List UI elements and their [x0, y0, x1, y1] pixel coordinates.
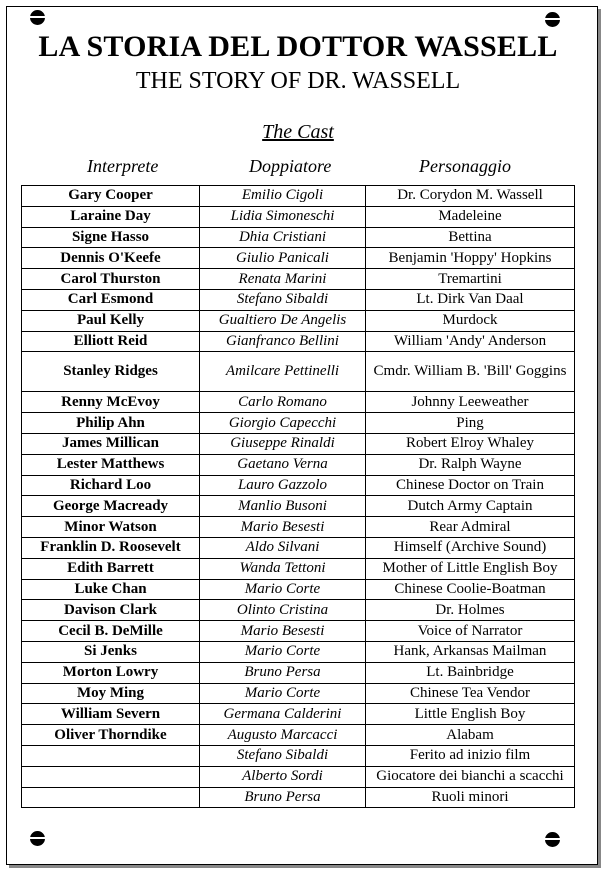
character-cell: Ping [366, 413, 575, 434]
punch-hole-icon [30, 831, 45, 846]
column-header-actor: Interprete [87, 156, 159, 176]
table-row [22, 269, 575, 290]
table-row [22, 454, 575, 475]
character-cell: Bettina [366, 227, 575, 248]
character-cell: Voice of Narrator [366, 621, 575, 642]
page-subtitle: THE STORY OF DR. WASSELL [135, 68, 461, 94]
table-row [22, 392, 575, 413]
character-cell: Dutch Army Captain [366, 496, 575, 517]
actor-cell: Philip Ahn [22, 413, 200, 434]
dubber-cell: Renata Marini [200, 269, 366, 290]
dubber-cell: Amilcare Pettinelli [200, 352, 366, 392]
actor-cell: Cecil B. DeMille [22, 621, 200, 642]
character-cell: Lt. Dirk Van Daal [366, 289, 575, 310]
character-cell: Madeleine [366, 206, 575, 227]
character-cell: Little English Boy [366, 704, 575, 725]
dubber-cell: Giulio Panicali [200, 248, 366, 269]
character-cell: Hank, Arkansas Mailman [366, 641, 575, 662]
cast-heading: The Cast [262, 121, 334, 143]
character-cell: Murdock [366, 310, 575, 331]
table-row [22, 766, 575, 787]
actor-cell: Franklin D. Roosevelt [22, 537, 200, 558]
actor-cell: Minor Watson [22, 517, 200, 538]
table-row [22, 745, 575, 766]
actor-cell: Edith Barrett [22, 558, 200, 579]
cast-table [21, 185, 575, 808]
table-row [22, 310, 575, 331]
dubber-cell: Wanda Tettoni [200, 558, 366, 579]
punch-hole-icon [545, 832, 560, 847]
actor-cell: Gary Cooper [22, 186, 200, 207]
character-cell: Johnny Leeweather [366, 392, 575, 413]
actor-cell: Davison Clark [22, 600, 200, 621]
table-row [22, 352, 575, 392]
dubber-cell: Bruno Persa [200, 662, 366, 683]
actor-cell [22, 766, 200, 787]
table-row [22, 227, 575, 248]
dubber-cell: Mario Corte [200, 641, 366, 662]
character-cell: Chinese Coolie-Boatman [366, 579, 575, 600]
table-row [22, 517, 575, 538]
dubber-cell: Gualtiero De Angelis [200, 310, 366, 331]
table-row [22, 289, 575, 310]
actor-cell: Elliott Reid [22, 331, 200, 352]
dubber-cell: Bruno Persa [200, 787, 366, 808]
cast-table-body [22, 186, 575, 808]
page-title: LA STORIA DEL DOTTOR WASSELL [38, 30, 558, 63]
table-row [22, 433, 575, 454]
actor-cell: Laraine Day [22, 206, 200, 227]
dubber-cell: Gianfranco Bellini [200, 331, 366, 352]
table-row [22, 248, 575, 269]
actor-cell: George Macready [22, 496, 200, 517]
character-cell: Dr. Ralph Wayne [366, 454, 575, 475]
character-cell: Ruoli minori [366, 787, 575, 808]
dubber-cell: Dhia Cristiani [200, 227, 366, 248]
column-header-dubber: Doppiatore [249, 156, 332, 176]
character-cell: William 'Andy' Anderson [366, 331, 575, 352]
actor-cell: Signe Hasso [22, 227, 200, 248]
table-row [22, 186, 575, 207]
table-row [22, 683, 575, 704]
table-row [22, 725, 575, 746]
character-cell: Mother of Little English Boy [366, 558, 575, 579]
dubber-cell: Mario Besesti [200, 621, 366, 642]
dubber-cell: Carlo Romano [200, 392, 366, 413]
dubber-cell: Germana Calderini [200, 704, 366, 725]
actor-cell: James Millican [22, 433, 200, 454]
character-cell: Dr. Holmes [366, 600, 575, 621]
column-header-character: Personaggio [419, 156, 511, 176]
dubber-cell: Lauro Gazzolo [200, 475, 366, 496]
character-cell: Tremartini [366, 269, 575, 290]
character-cell: Giocatore dei bianchi a scacchi [366, 766, 575, 787]
actor-cell: Carl Esmond [22, 289, 200, 310]
actor-cell: Oliver Thorndike [22, 725, 200, 746]
character-cell: Cmdr. William B. 'Bill' Goggins [366, 352, 575, 392]
dubber-cell: Giorgio Capecchi [200, 413, 366, 434]
table-row [22, 621, 575, 642]
character-cell: Himself (Archive Sound) [366, 537, 575, 558]
character-cell: Chinese Tea Vendor [366, 683, 575, 704]
dubber-cell: Alberto Sordi [200, 766, 366, 787]
character-cell: Robert Elroy Whaley [366, 433, 575, 454]
actor-cell: Richard Loo [22, 475, 200, 496]
table-row [22, 641, 575, 662]
actor-cell: Si Jenks [22, 641, 200, 662]
dubber-cell: Manlio Busoni [200, 496, 366, 517]
table-row [22, 475, 575, 496]
actor-cell: William Severn [22, 704, 200, 725]
dubber-cell: Augusto Marcacci [200, 725, 366, 746]
actor-cell: Stanley Ridges [22, 352, 200, 392]
dubber-cell: Lidia Simoneschi [200, 206, 366, 227]
dubber-cell: Mario Corte [200, 683, 366, 704]
actor-cell: Renny McEvoy [22, 392, 200, 413]
actor-cell [22, 787, 200, 808]
table-row [22, 331, 575, 352]
dubber-cell: Stefano Sibaldi [200, 289, 366, 310]
table-row [22, 206, 575, 227]
table-row [22, 413, 575, 434]
character-cell: Alabam [366, 725, 575, 746]
actor-cell: Moy Ming [22, 683, 200, 704]
dubber-cell: Emilio Cigoli [200, 186, 366, 207]
punch-hole-icon [545, 12, 560, 27]
table-row [22, 579, 575, 600]
table-row [22, 496, 575, 517]
table-row [22, 558, 575, 579]
character-cell: Rear Admiral [366, 517, 575, 538]
actor-cell: Luke Chan [22, 579, 200, 600]
dubber-cell: Olinto Cristina [200, 600, 366, 621]
table-row [22, 662, 575, 683]
character-cell: Lt. Bainbridge [366, 662, 575, 683]
dubber-cell: Mario Besesti [200, 517, 366, 538]
character-cell: Ferito ad inizio film [366, 745, 575, 766]
actor-cell [22, 745, 200, 766]
character-cell: Benjamin 'Hoppy' Hopkins [366, 248, 575, 269]
actor-cell: Dennis O'Keefe [22, 248, 200, 269]
actor-cell: Paul Kelly [22, 310, 200, 331]
dubber-cell: Gaetano Verna [200, 454, 366, 475]
table-row [22, 537, 575, 558]
actor-cell: Lester Matthews [22, 454, 200, 475]
table-row [22, 787, 575, 808]
actor-cell: Morton Lowry [22, 662, 200, 683]
dubber-cell: Giuseppe Rinaldi [200, 433, 366, 454]
actor-cell: Carol Thurston [22, 269, 200, 290]
table-row [22, 704, 575, 725]
character-cell: Chinese Doctor on Train [366, 475, 575, 496]
table-row [22, 600, 575, 621]
dubber-cell: Aldo Silvani [200, 537, 366, 558]
dubber-cell: Stefano Sibaldi [200, 745, 366, 766]
punch-hole-icon [30, 10, 45, 25]
character-cell: Dr. Corydon M. Wassell [366, 186, 575, 207]
dubber-cell: Mario Corte [200, 579, 366, 600]
